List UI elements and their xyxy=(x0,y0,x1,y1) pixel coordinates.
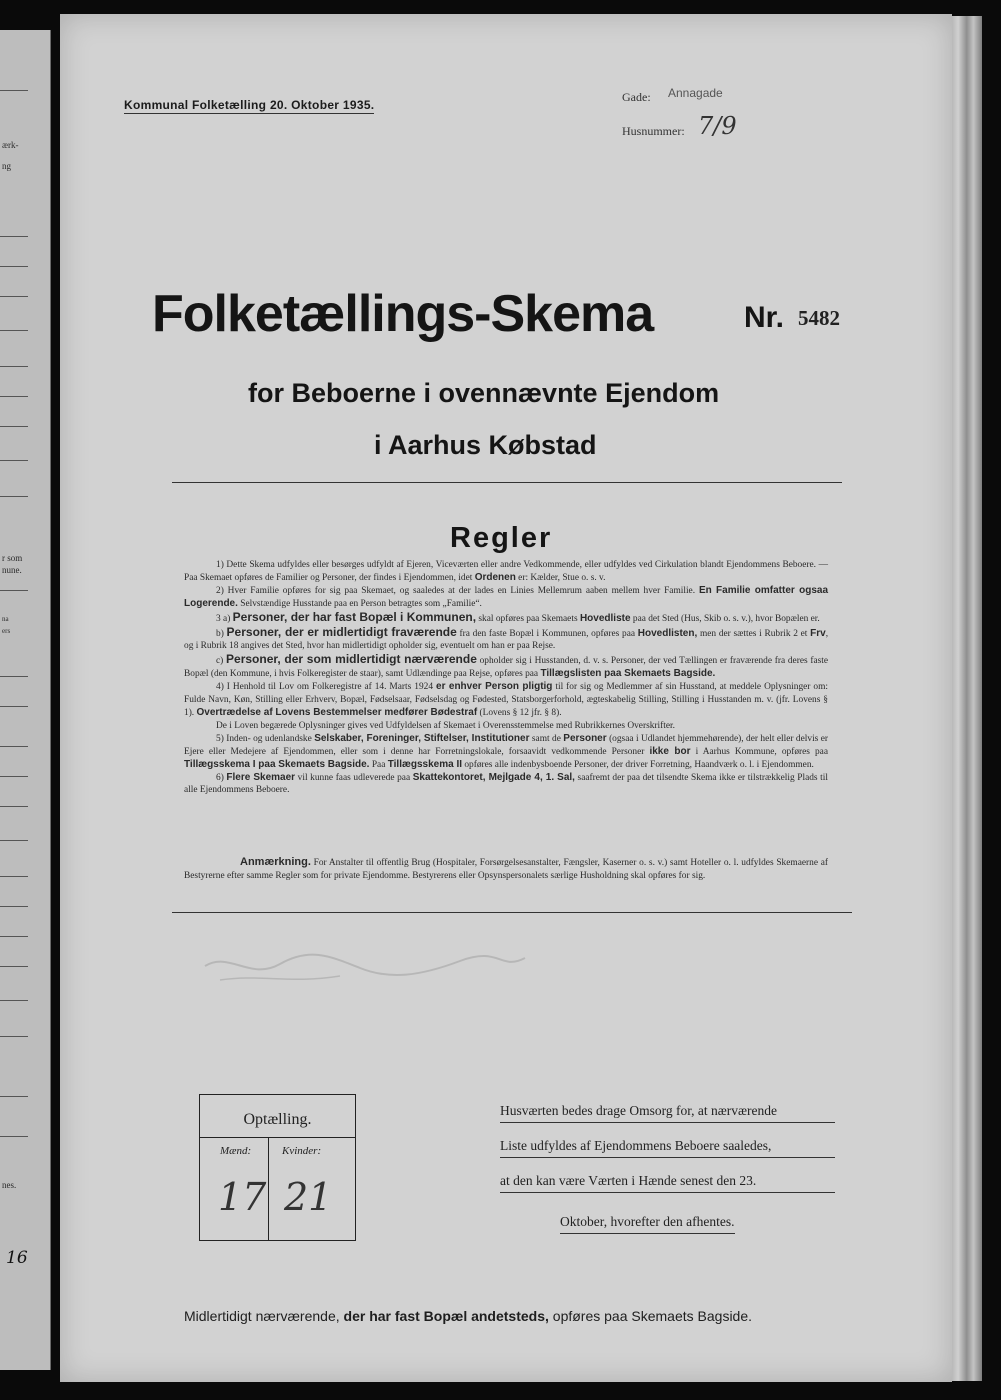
census-form-page xyxy=(60,14,952,1382)
left-page-fragment: r som xyxy=(2,553,23,563)
bleed-through-handwriting xyxy=(200,946,530,986)
women-count: 21 xyxy=(284,1175,333,1219)
ruled-line xyxy=(0,296,28,297)
notice-line: Liste udfyldes af Ejendommens Beboere saaledes, xyxy=(500,1135,835,1158)
ruled-line xyxy=(0,676,28,677)
street-label: Gade: xyxy=(622,90,651,104)
footer-part: opføres paa Skemaets Bagside. xyxy=(552,1308,753,1324)
ruled-line xyxy=(0,876,28,877)
rule-4: 4) I Henhold til Lov om Folkeregistre af 14. Marts 1924 er enhver Person pligtig til for sig og Medlemmer af sin Husstand, at meddele Oplysninger om: Fulde Navn, Køn, Stilling eller Erhverv, Bopæl, Fødselsaar, Fødselsdag og Fødested, Statsborgerforhold, ægteskabelig Stilling, Stilling i Husstanden m. v. (jfr. Lovens § 1). Overtrædelse af Lovens Bestemmelser medfører Bødestraf (Lovens § 12 jfr. § 8). xyxy=(184,681,828,718)
ruled-line xyxy=(0,776,28,777)
form-city: i Aarhus Købstad xyxy=(374,430,597,460)
rule-6: 6) Flere Skemaer vil kunne faas udleverede paa Skattekontoret, Mejlgade 4, 1. Sal, saafremt der paa det tilsendte Skema ikke er tilstrækkelig Plads til alle Ejendommens Beboere. xyxy=(184,771,829,796)
ruled-line xyxy=(0,1000,28,1001)
count-divider xyxy=(200,1137,355,1138)
ruled-line xyxy=(0,806,28,807)
left-page-fragment: ærk- xyxy=(2,140,19,150)
count-column-divider xyxy=(268,1137,269,1240)
rule-3b: b) Personer, der er midlertidigt fraværende fra den faste Bopæl i Kommunen, opføres paa Hovedlisten, men der sættes i Rubrik 2 et Frv, og i Rubrik 18 angives det Sted, hvor han midlertidigt opholder sig, eventuelt om han er paa Rejse. xyxy=(184,624,829,652)
ruled-line xyxy=(0,706,28,707)
landlord-notice xyxy=(500,1100,835,1246)
rule-1: 1) Dette Skema udfyldes eller besørges udfyldt af Ejeren, Viceværten eller andre Vedkommende, eller udfyldes ved Cirkulation blandt Ejendommens Beboere. — Paa Skemaet opføres de Familier og Personer, der findes i Ejendommen, idet Ordenen er: Kælder, Stue o. s. v. xyxy=(184,560,828,583)
ruled-line xyxy=(0,590,28,591)
census-header: Kommunal Folketælling 20. Oktober 1935. xyxy=(124,98,375,112)
footer-part: Midlertidigt nærværende, xyxy=(184,1308,340,1324)
left-facing-page xyxy=(0,30,51,1370)
rule-3a: 3 a) Personer, der har fast Bopæl i Kommunen, skal opføres paa Skemaets Hovedliste paa det Sted (Hus, Skib o. s. v.), hvor Bopælen er. xyxy=(216,609,820,624)
ruled-line xyxy=(0,936,28,937)
rules-heading: Regler xyxy=(450,522,553,554)
ruled-line xyxy=(0,366,28,367)
ruled-line xyxy=(0,460,28,461)
ruled-line xyxy=(0,496,28,497)
notice-line: Husværten bedes drage Omsorg for, at nærværende xyxy=(500,1100,835,1123)
ruled-line xyxy=(0,906,28,907)
ruled-line xyxy=(0,840,28,841)
ruled-line xyxy=(0,1136,28,1137)
notice-line: at den kan være Værten i Hænde senest den 23. xyxy=(500,1170,835,1193)
left-page-fragment: nune. xyxy=(2,565,22,575)
rules-text xyxy=(184,559,828,797)
men-count: 17 xyxy=(218,1175,267,1219)
form-subtitle: for Beboerne i ovennævnte Ejendom xyxy=(248,378,720,408)
count-box xyxy=(199,1094,356,1241)
ruled-line xyxy=(0,426,28,427)
rule-5: 5) Inden- og udenlandske Selskaber, Foreninger, Stiftelser, Institutioner samt de Personer (ogsaa i Udlandet hjemmehørende), der helt eller delvis er Ejere eller Medejere af Ejendommen, eller som i denne har Forretningslokale, forsaavidt vedkommende Personer ikke bor i Aarhus Kommune, opføres paa Tillægsskema I paa Skemaets Bagside. Paa Tillægsskema II opføres alle indenbysboende Personer, der driver Forretning, Haandværk o. l. i Ejendommen. xyxy=(184,732,829,770)
page-edges xyxy=(948,16,982,1381)
remark-body: For Anstalter til offentlig Brug (Hospitaler, Forsørgelsesanstalter, Fængsler, Kaserner o. s. v.) samt Hoteller o. l. udfyldes Skemaerne af Bestyrerne efter samme Regler som for private Ejendomme. Bestyrerens eller Opsynspersonalets særlige Husholdning skal opføres for sig. xyxy=(184,858,829,881)
left-page-number: 16 xyxy=(6,1248,28,1268)
house-number-label: Husnummer: xyxy=(622,124,685,138)
ruled-line xyxy=(0,236,28,237)
footer-bold: der har fast Bopæl andetsteds, xyxy=(343,1308,549,1324)
divider xyxy=(172,482,842,483)
left-page-fragment: nes. xyxy=(2,1180,17,1190)
count-title: Optælling. xyxy=(243,1111,312,1128)
women-label: Kvinder: xyxy=(282,1145,322,1157)
house-number-value: 7/9 xyxy=(698,112,737,140)
ruled-line xyxy=(0,90,28,91)
bleed-through-scribble xyxy=(200,946,530,986)
ruled-line xyxy=(0,1036,28,1037)
street-value: Annagade xyxy=(668,86,723,100)
rule-3c: c) Personer, der som midlertidigt nærværende opholder sig i Husstanden, d. v. s. Personer, der ved Tællingen er fraværende fra deres faste Bopæl (den Kommune, i hvis Folkeregister de staar), samt Udlændinge paa Rejse, opføres paa Tillægslisten paa Skemaets Bagside. xyxy=(184,652,829,680)
remark-text xyxy=(184,856,828,883)
footer-note xyxy=(184,1308,752,1324)
rule-4b: De i Loven begærede Oplysninger gives ved Udfyldelsen af Skemaet i Overensstemmelse med Rubrikkernes Overskrifter. xyxy=(216,720,675,731)
men-label: Mænd: xyxy=(220,1145,252,1157)
remark-label: Anmærkning. xyxy=(240,856,311,868)
form-number-label: Nr. xyxy=(744,301,785,334)
ruled-line xyxy=(0,1096,28,1097)
left-page-fragment: ers xyxy=(2,627,11,635)
ruled-line xyxy=(0,266,28,267)
left-page-fragment: na xyxy=(2,615,9,623)
form-number-value: 5482 xyxy=(798,306,840,330)
notice-line: Oktober, hvorefter den afhentes. xyxy=(560,1211,735,1234)
ruled-line xyxy=(0,746,28,747)
ruled-line xyxy=(0,396,28,397)
form-title: Folketællings-Skema xyxy=(152,285,654,343)
divider xyxy=(172,912,852,913)
ruled-line xyxy=(0,966,28,967)
left-page-fragment: ng xyxy=(2,161,11,171)
rule-2: 2) Hver Familie opføres for sig paa Skemaet, og saaledes at der lades en Linies Mellemrum aaben mellem hver Familie. En Familie omfatter ogsaa Logerende. Selvstændige Husstande paa en Person betragtes som „Familie“. xyxy=(184,584,829,609)
ruled-line xyxy=(0,330,28,331)
